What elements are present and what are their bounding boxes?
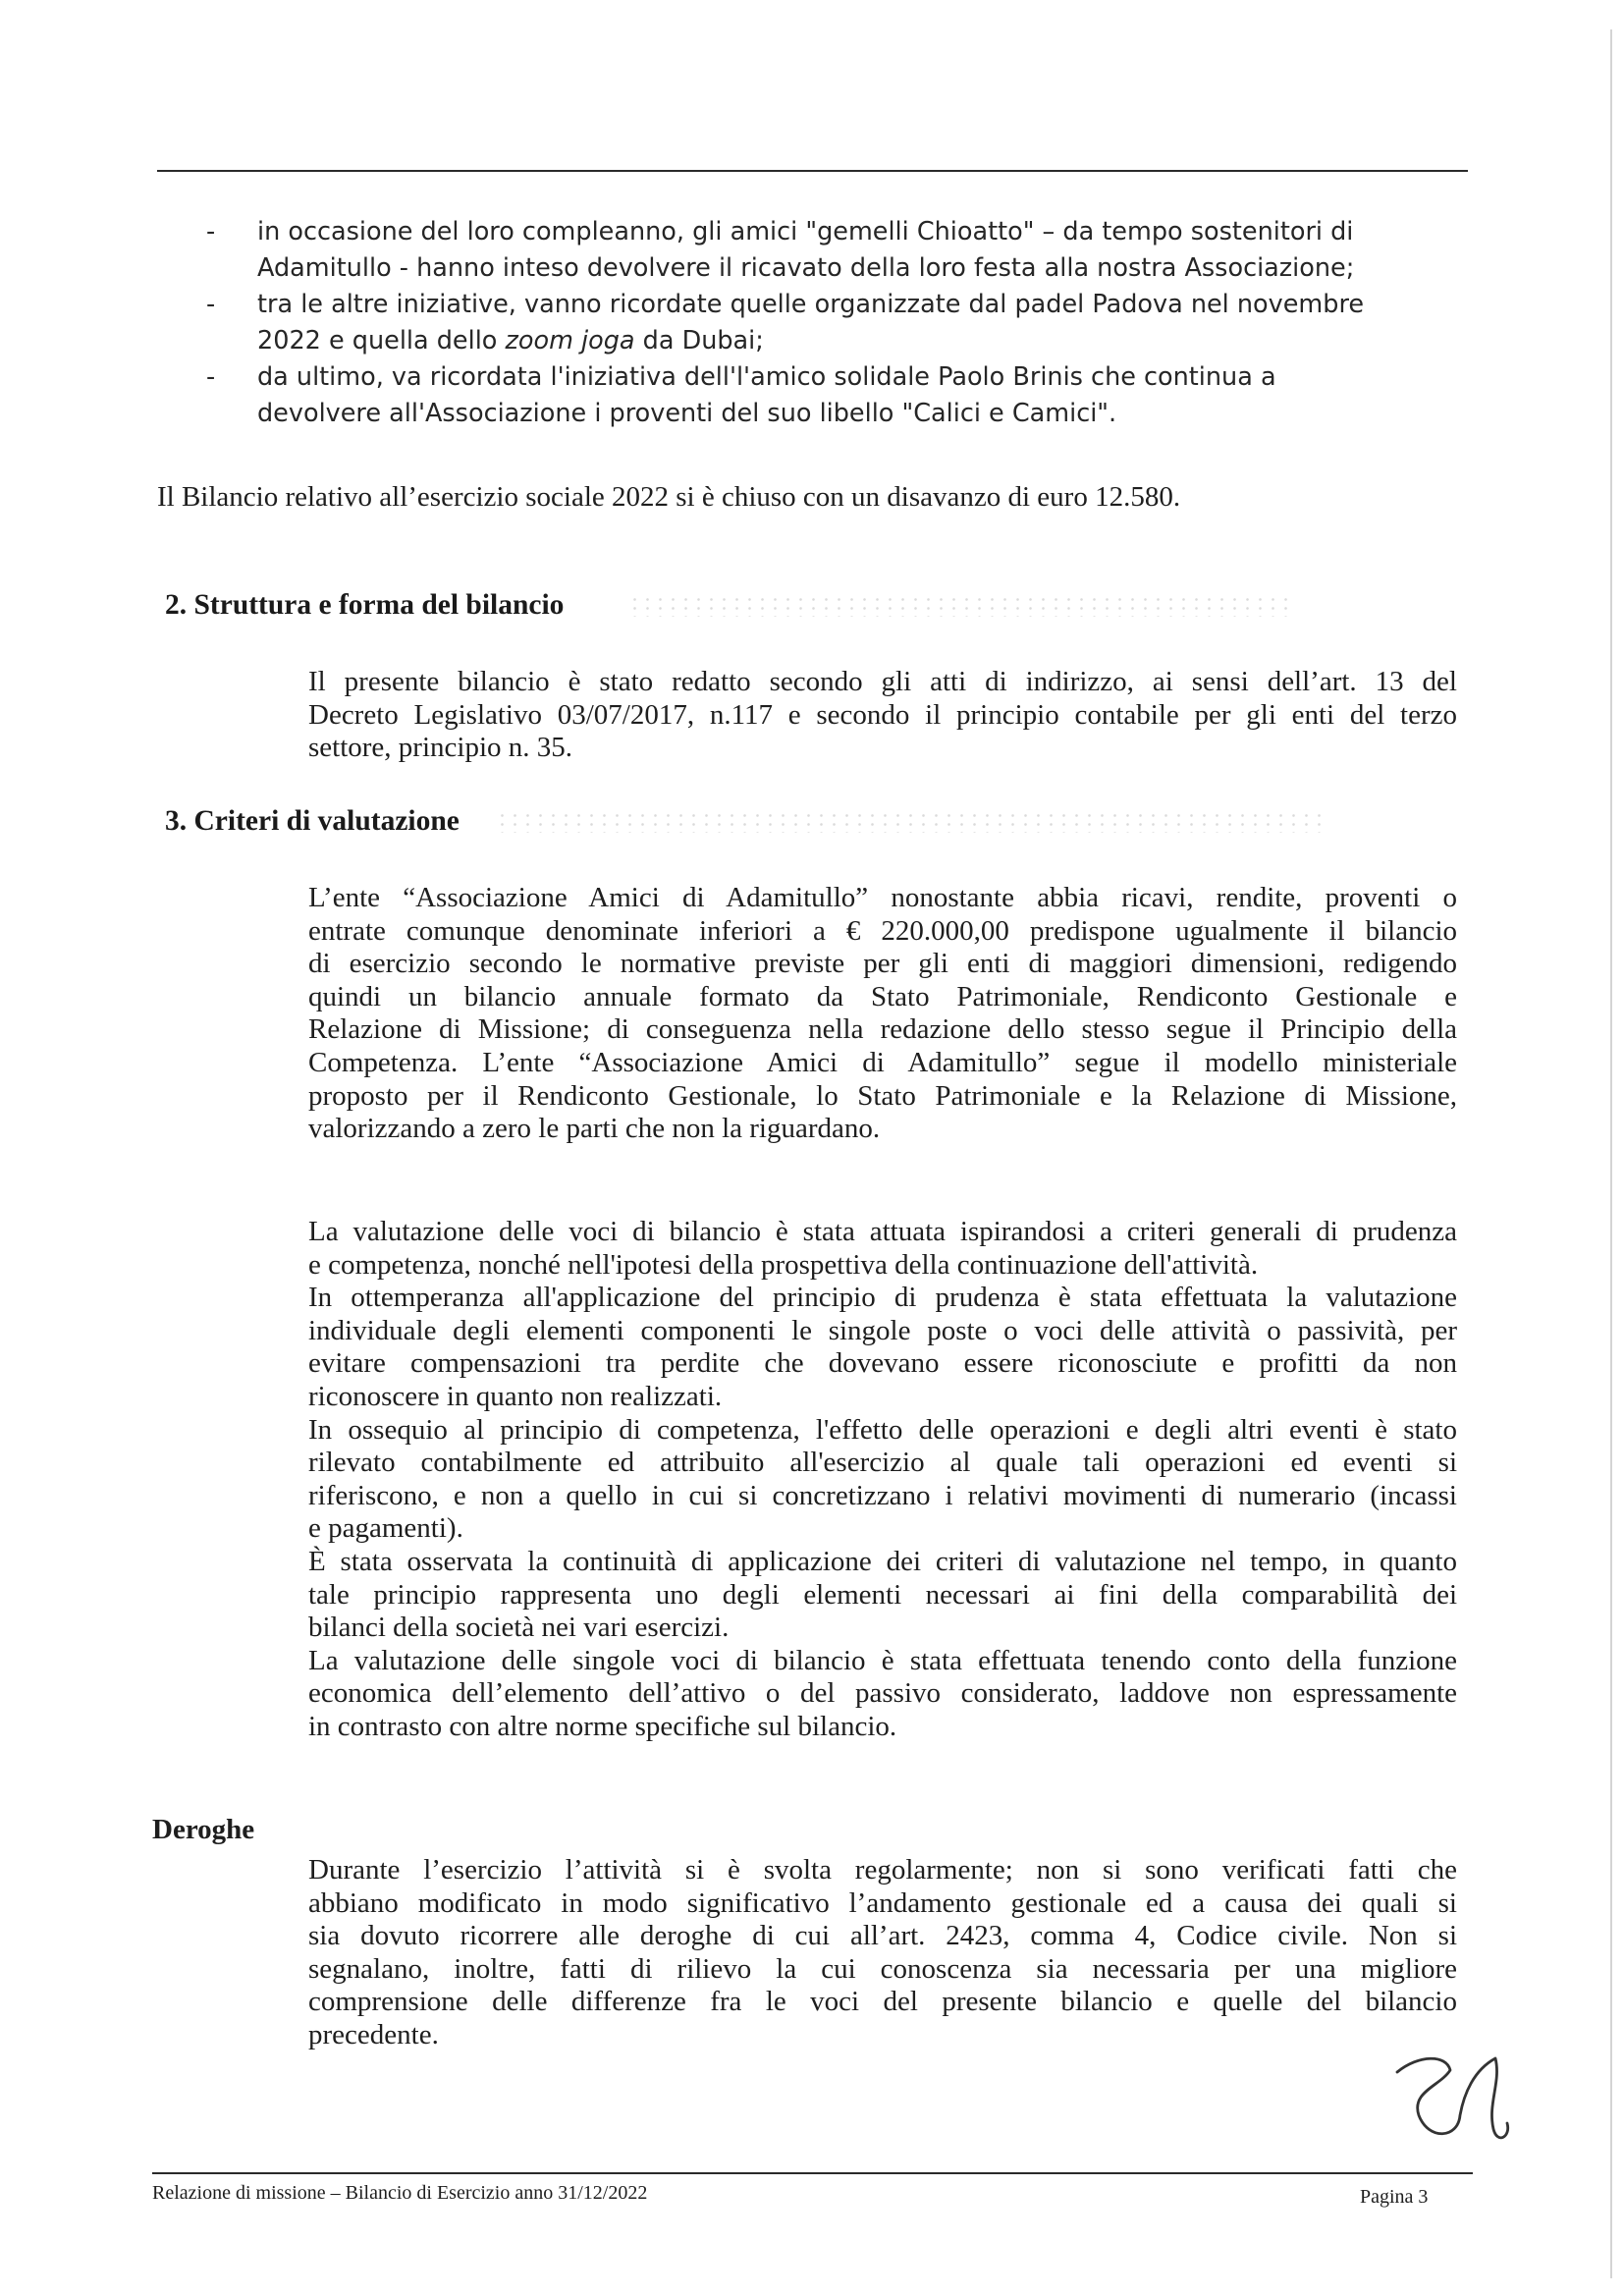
body-line: bilanci della società nei vari esercizi.: [308, 1612, 730, 1644]
section-3-paragraph-2: [308, 1216, 1457, 1744]
body-line: È stata osservata la continuità di applicazione dei criteri di valutazione nel tempo, in quanto: [308, 1545, 1457, 1577]
list-item-line: devolvere all'Associazione i proventi del suo libello "Calici e Camici".: [257, 399, 1117, 428]
scan-edge-line: [1610, 29, 1612, 2278]
initiatives-list: [206, 214, 1443, 432]
body-line: Relazione di Missione; di conseguenza nella redazione dello stesso segue il Principio della: [308, 1013, 1457, 1046]
section-2-heading: 2. Struttura e forma del bilancio: [165, 589, 565, 621]
footer-rule: [152, 2172, 1473, 2174]
bullet-dash: -: [206, 217, 216, 246]
body-line: riferiscono, e non a quello in cui si concretizzano i relativi movimenti di numerario (incassi: [308, 1479, 1457, 1511]
body-line: rilevato contabilmente ed attribuito all'esercizio al quale tali operazioni ed eventi si: [308, 1447, 1457, 1479]
body-line: La valutazione delle voci di bilancio è stata attuata ispirandosi a criteri generali di prudenza: [308, 1216, 1457, 1247]
body-line: quindi un bilancio annuale formato da Stato Patrimoniale, Rendiconto Gestionale e: [308, 980, 1457, 1012]
body-line: settore, principio n. 35.: [308, 732, 573, 764]
header-rule: [157, 170, 1468, 172]
body-line: riconoscere in quanto non realizzati.: [308, 1380, 723, 1412]
body-line: economica dell’elemento dell’attivo o del passivo considerato, laddove non espressamente: [308, 1677, 1457, 1710]
list-item: [206, 359, 1443, 432]
body-line: e competenza, nonché nell'ipotesi della prospettiva della continuazione dell'attività.: [308, 1248, 1259, 1281]
section-3-paragraph-1: [308, 882, 1457, 1146]
body-line: In ottemperanza all'applicazione del principio di prudenza è stata effettuata la valutazione: [308, 1282, 1457, 1314]
footer-page-number: Pagina 3: [1360, 2186, 1429, 2208]
body-line: e pagamenti).: [308, 1512, 463, 1545]
body-line: Durante l’esercizio l’attività si è svolta regolarmente; non si sono verificati fatti che: [308, 1854, 1457, 1886]
list-item-line-italic-fragment: 2022 e quella dello zoom joga da Dubai;: [257, 326, 764, 355]
body-line: Il presente bilancio è stato redatto secondo gli atti di indirizzo, ai sensi dell’art. 13 del: [308, 666, 1457, 697]
emphasis-text: zoom joga: [505, 326, 635, 355]
body-line: Decreto Legislativo 03/07/2017, n.117 e secondo il principio contabile per gli enti del terzo: [308, 698, 1457, 731]
body-line: Competenza. L’ente “Associazione Amici di Adamitullo” segue il modello ministeriale: [308, 1046, 1457, 1078]
list-item-line: da ultimo, va ricordata l'iniziativa dell'l'amico solidale Paolo Brinis che continua a: [257, 362, 1276, 392]
body-line: tale principio rappresenta uno degli elementi necessari ai fini della comparabilità dei: [308, 1578, 1457, 1611]
deroghe-body: [308, 1854, 1457, 2052]
bullet-dash: -: [206, 290, 216, 319]
body-line: proposto per il Rendiconto Gestionale, lo Stato Patrimoniale e la Relazione di Missione,: [308, 1079, 1457, 1112]
deroghe-label: Deroghe: [152, 1814, 255, 1845]
body-line: abbiano modificato in modo significativo l’andamento gestionale ed a causa dei quali si: [308, 1886, 1457, 1919]
list-item-line: tra le altre iniziative, vanno ricordate quelle organizzate dal padel Padova nel novembre: [257, 290, 1365, 319]
body-line: di esercizio secondo le normative previste per gli enti di maggiori dimensioni, redigendo: [308, 948, 1457, 980]
summary-line: Il Bilancio relativo all’esercizio sociale 2022 si è chiuso con un disavanzo di euro 12.580.: [157, 481, 1181, 513]
footer-document-title: Relazione di missione – Bilancio di Esercizio anno 31/12/2022: [152, 2182, 648, 2204]
body-line: sia dovuto ricorrere alle deroghe di cui all’art. 2423, comma 4, Codice civile. Non si: [308, 1920, 1457, 1952]
body-line: L’ente “Associazione Amici di Adamitullo” nonostante abbia ricavi, rendite, proventi o: [308, 882, 1457, 913]
body-line: La valutazione delle singole voci di bilancio è stata effettuata tenendo conto della funzione: [308, 1644, 1457, 1676]
body-line: entrate comunque denominate inferiori a € 220.000,00 predispone ugualmente il bilancio: [308, 914, 1457, 947]
body-line: In ossequio al principio di competenza, l'effetto delle operazioni e degli altri eventi è stato: [308, 1413, 1457, 1446]
body-line: segnalano, inoltre, fatti di rilievo la cui conoscenza sia necessaria per una migliore: [308, 1952, 1457, 1985]
body-line: in contrasto con altre norme specifiche sul bilancio.: [308, 1710, 897, 1742]
body-line: comprensione delle differenze fra le voci del presente bilancio e quelle del bilancio: [308, 1986, 1457, 2018]
bullet-dash: -: [206, 362, 216, 392]
scan-noise: [628, 595, 1296, 617]
body-line: individuale degli elementi componenti le singole poste o voci delle attività o passività, per: [308, 1314, 1457, 1346]
list-item-line: Adamitullo - hanno inteso devolvere il ricavato della loro festa alla nostra Associazione;: [257, 253, 1355, 283]
list-item: [206, 287, 1443, 359]
section-2-body: [308, 666, 1457, 765]
scan-noise: [496, 811, 1330, 833]
body-line: evitare compensazioni tra perdite che dovevano essere riconosciute e profitti da non: [308, 1347, 1457, 1380]
section-3-heading: 3. Criteri di valutazione: [165, 805, 460, 837]
handwritten-signature: [1380, 2043, 1527, 2165]
body-line: valorizzando a zero le parti che non la riguardano.: [308, 1113, 881, 1145]
list-item-line: in occasione del loro compleanno, gli amici "gemelli Chioatto" – da tempo sostenitori di: [257, 217, 1354, 246]
list-item: [206, 214, 1443, 287]
body-line: precedente.: [308, 2018, 439, 2050]
